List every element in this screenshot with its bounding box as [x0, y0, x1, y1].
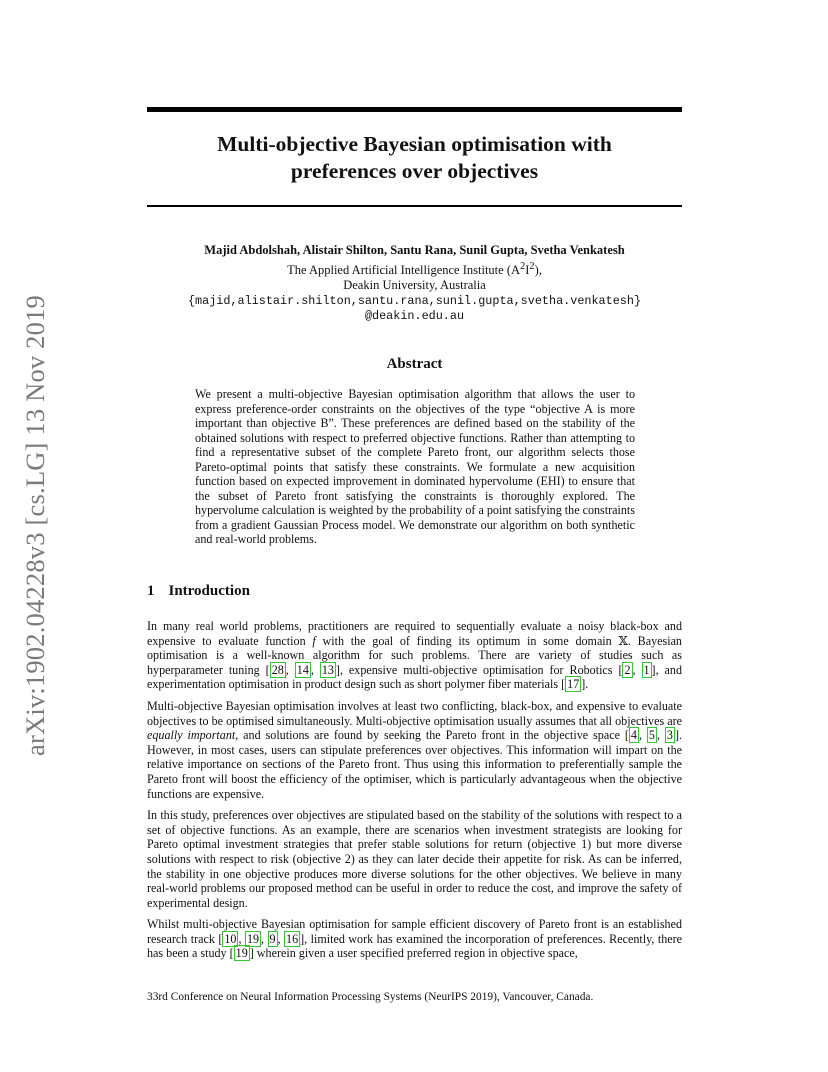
citation-link[interactable]: 19 — [235, 946, 248, 961]
arxiv-sidebar-stamp — [20, 283, 48, 756]
text-run: ]. — [581, 677, 589, 692]
affiliation-sup-2: 2 — [529, 260, 535, 272]
title-line-1: Multi-objective Bayesian optimisation with — [217, 132, 612, 156]
citation-link[interactable]: 3 — [666, 728, 673, 743]
separator: , — [261, 931, 268, 946]
author-names: Majid Abdolshah, Alistair Shilton, Santu Rana, Sunil Gupta, Svetha Venkatesh — [204, 243, 625, 257]
citation-link[interactable]: 1 — [643, 662, 650, 677]
separator: , — [277, 931, 285, 946]
text-run: ], expensive multi-objective optimisation for Robotics [ — [335, 662, 623, 677]
paragraph-4 — [147, 917, 682, 961]
citation-link[interactable]: 10 — [224, 931, 237, 946]
citation-link[interactable]: 16 — [286, 931, 299, 946]
title-line-2: preferences over objectives — [290, 159, 539, 183]
citation-link[interactable]: 14 — [296, 662, 309, 677]
university: Deakin University, Australia — [343, 278, 486, 293]
text-run: Multi-objective Bayesian optimisation involves at least two conflicting, black-box, and expensive to evaluate objectives to be optimised simultaneously. Multi-objective optimisation usually assumes that all objectives are — [147, 698, 682, 728]
citation-link[interactable]: 5 — [648, 728, 655, 743]
citation-link[interactable]: 4 — [630, 728, 637, 743]
email-domain: @deakin.edu.au — [364, 309, 465, 324]
section-title: Introduction — [168, 583, 250, 599]
text-run: ]. However, in most cases, users can stipulate preferences over objectives. This information will impart on the relative importance on sections of the Pareto front. Thus using this information to preferentially sample the Pareto front will boost the efficiency of the optimiser, which is particularly advantageous when the objective functions are expensive. — [147, 728, 683, 801]
separator: , — [632, 662, 642, 677]
separator: , — [638, 728, 647, 743]
citation-link[interactable]: 19 — [246, 931, 260, 946]
author-emails: {majid,alistair.shilton,santu.rana,sunil.gupta,svetha.venkatesh} — [187, 293, 642, 308]
text-run: with the goal of finding its optimum in some domain — [315, 633, 619, 648]
affiliation-sup-1: 2 — [520, 260, 526, 272]
text-run: Whilst multi-objective Bayesian optimisation for sample efficient discovery of Pareto front is an established research track [ — [147, 917, 682, 946]
affiliation-suffix: ), — [534, 262, 542, 277]
citation-link[interactable]: 13 — [321, 662, 334, 677]
affiliation-mid: I — [525, 262, 530, 277]
affiliation-prefix: The Applied Artificial Intelligence Institute (A — [287, 262, 521, 277]
abstract-text: We present a multi-objective Bayesian optimisation algorithm that allows the user to express preference-order constraints on the objectives of the type “objective A is more important than objective B”. These preferences are defined based on the stability of the obtained solutions with respect to preferred objective functions. Rather than attempting to find a representative subset of the complete Pareto front, our algorithm selects those Pareto-optimal points that satisfy these constraints. We formulate a new acquisition function based on expected improvement in dominated hypervolume (EHI) to ensure that the subset of Pareto front satisfying the constraints is thoroughly explored. The hypervolume calculation is weighted by the probability of a point satisfying the constraints from a gradient Gaussian Process model. We demonstrate our algorithm on both synthetic and real-world problems. — [195, 387, 635, 546]
section-heading-introduction — [147, 583, 250, 600]
title-top-rule — [147, 107, 682, 112]
conference-footnote: 33rd Conference on Neural Information Processing Systems (NeurIPS 2019), Vancouver, Canada. — [147, 991, 594, 1003]
separator: , — [238, 931, 245, 946]
citation-link[interactable]: 28 — [271, 662, 284, 677]
abstract-heading: Abstract — [386, 356, 443, 372]
paper-title — [147, 131, 682, 185]
paragraph-3: In this study, preferences over objectives are stipulated based on the stability of the solutions with respect to a set of objective functions. As an example, there are scenarios when investment strategists are looking for Pareto optimal investment strategies that prefer stable solutions for return (objective 1) but more diverse solutions with respect to risk (objective 2) as they can later decide their appetite for risk. As can be inferred, the stability in one objective produces more diverse solutions for the other objectives. We believe in many real-world problems our proposed method can be useful in order to reduce the cost, and improve the safety of experimental design. — [147, 808, 682, 910]
separator: , — [656, 728, 665, 743]
separator: , — [285, 662, 295, 677]
text-run: ], limited work has examined the incorporation of preferences. Recently, there has been a study [ — [147, 931, 682, 961]
arxiv-identifier: arXiv:1902.04228v3 [cs.LG] 13 Nov 2019 — [20, 295, 50, 756]
text-run: , and solutions are found by seeking the Pareto front in the objective space [ — [235, 728, 629, 743]
text-run: In many real world problems, practitioners are required to sequentially evaluate a noisy black-box and expensive to evaluate function — [147, 619, 682, 648]
section-number: 1 — [147, 583, 155, 599]
math-f: f — [312, 633, 316, 648]
math-domain-x: 𝕏 — [618, 633, 628, 648]
text-run: ] wherein given a user specified preferred region in objective space, — [249, 946, 578, 961]
introduction-body — [147, 619, 682, 968]
affiliation — [147, 259, 682, 279]
text-run: ], and experimentation optimisation in product design such as short polymer fiber materials [ — [147, 662, 683, 692]
paragraph-2 — [147, 699, 682, 801]
author-block — [147, 243, 682, 325]
emphasis: equally important — [147, 728, 236, 743]
citation-link[interactable]: 2 — [624, 662, 631, 677]
title-bottom-rule — [147, 205, 682, 207]
citation-link[interactable]: 9 — [269, 931, 276, 946]
citation-link[interactable]: 17 — [567, 677, 580, 692]
text-run: . Bayesian optimisation is a well-known algorithm for such problems. There are variety of studies such as hyperparameter tuning [ — [147, 633, 682, 677]
separator: , — [310, 662, 320, 677]
paragraph-1 — [147, 619, 682, 692]
